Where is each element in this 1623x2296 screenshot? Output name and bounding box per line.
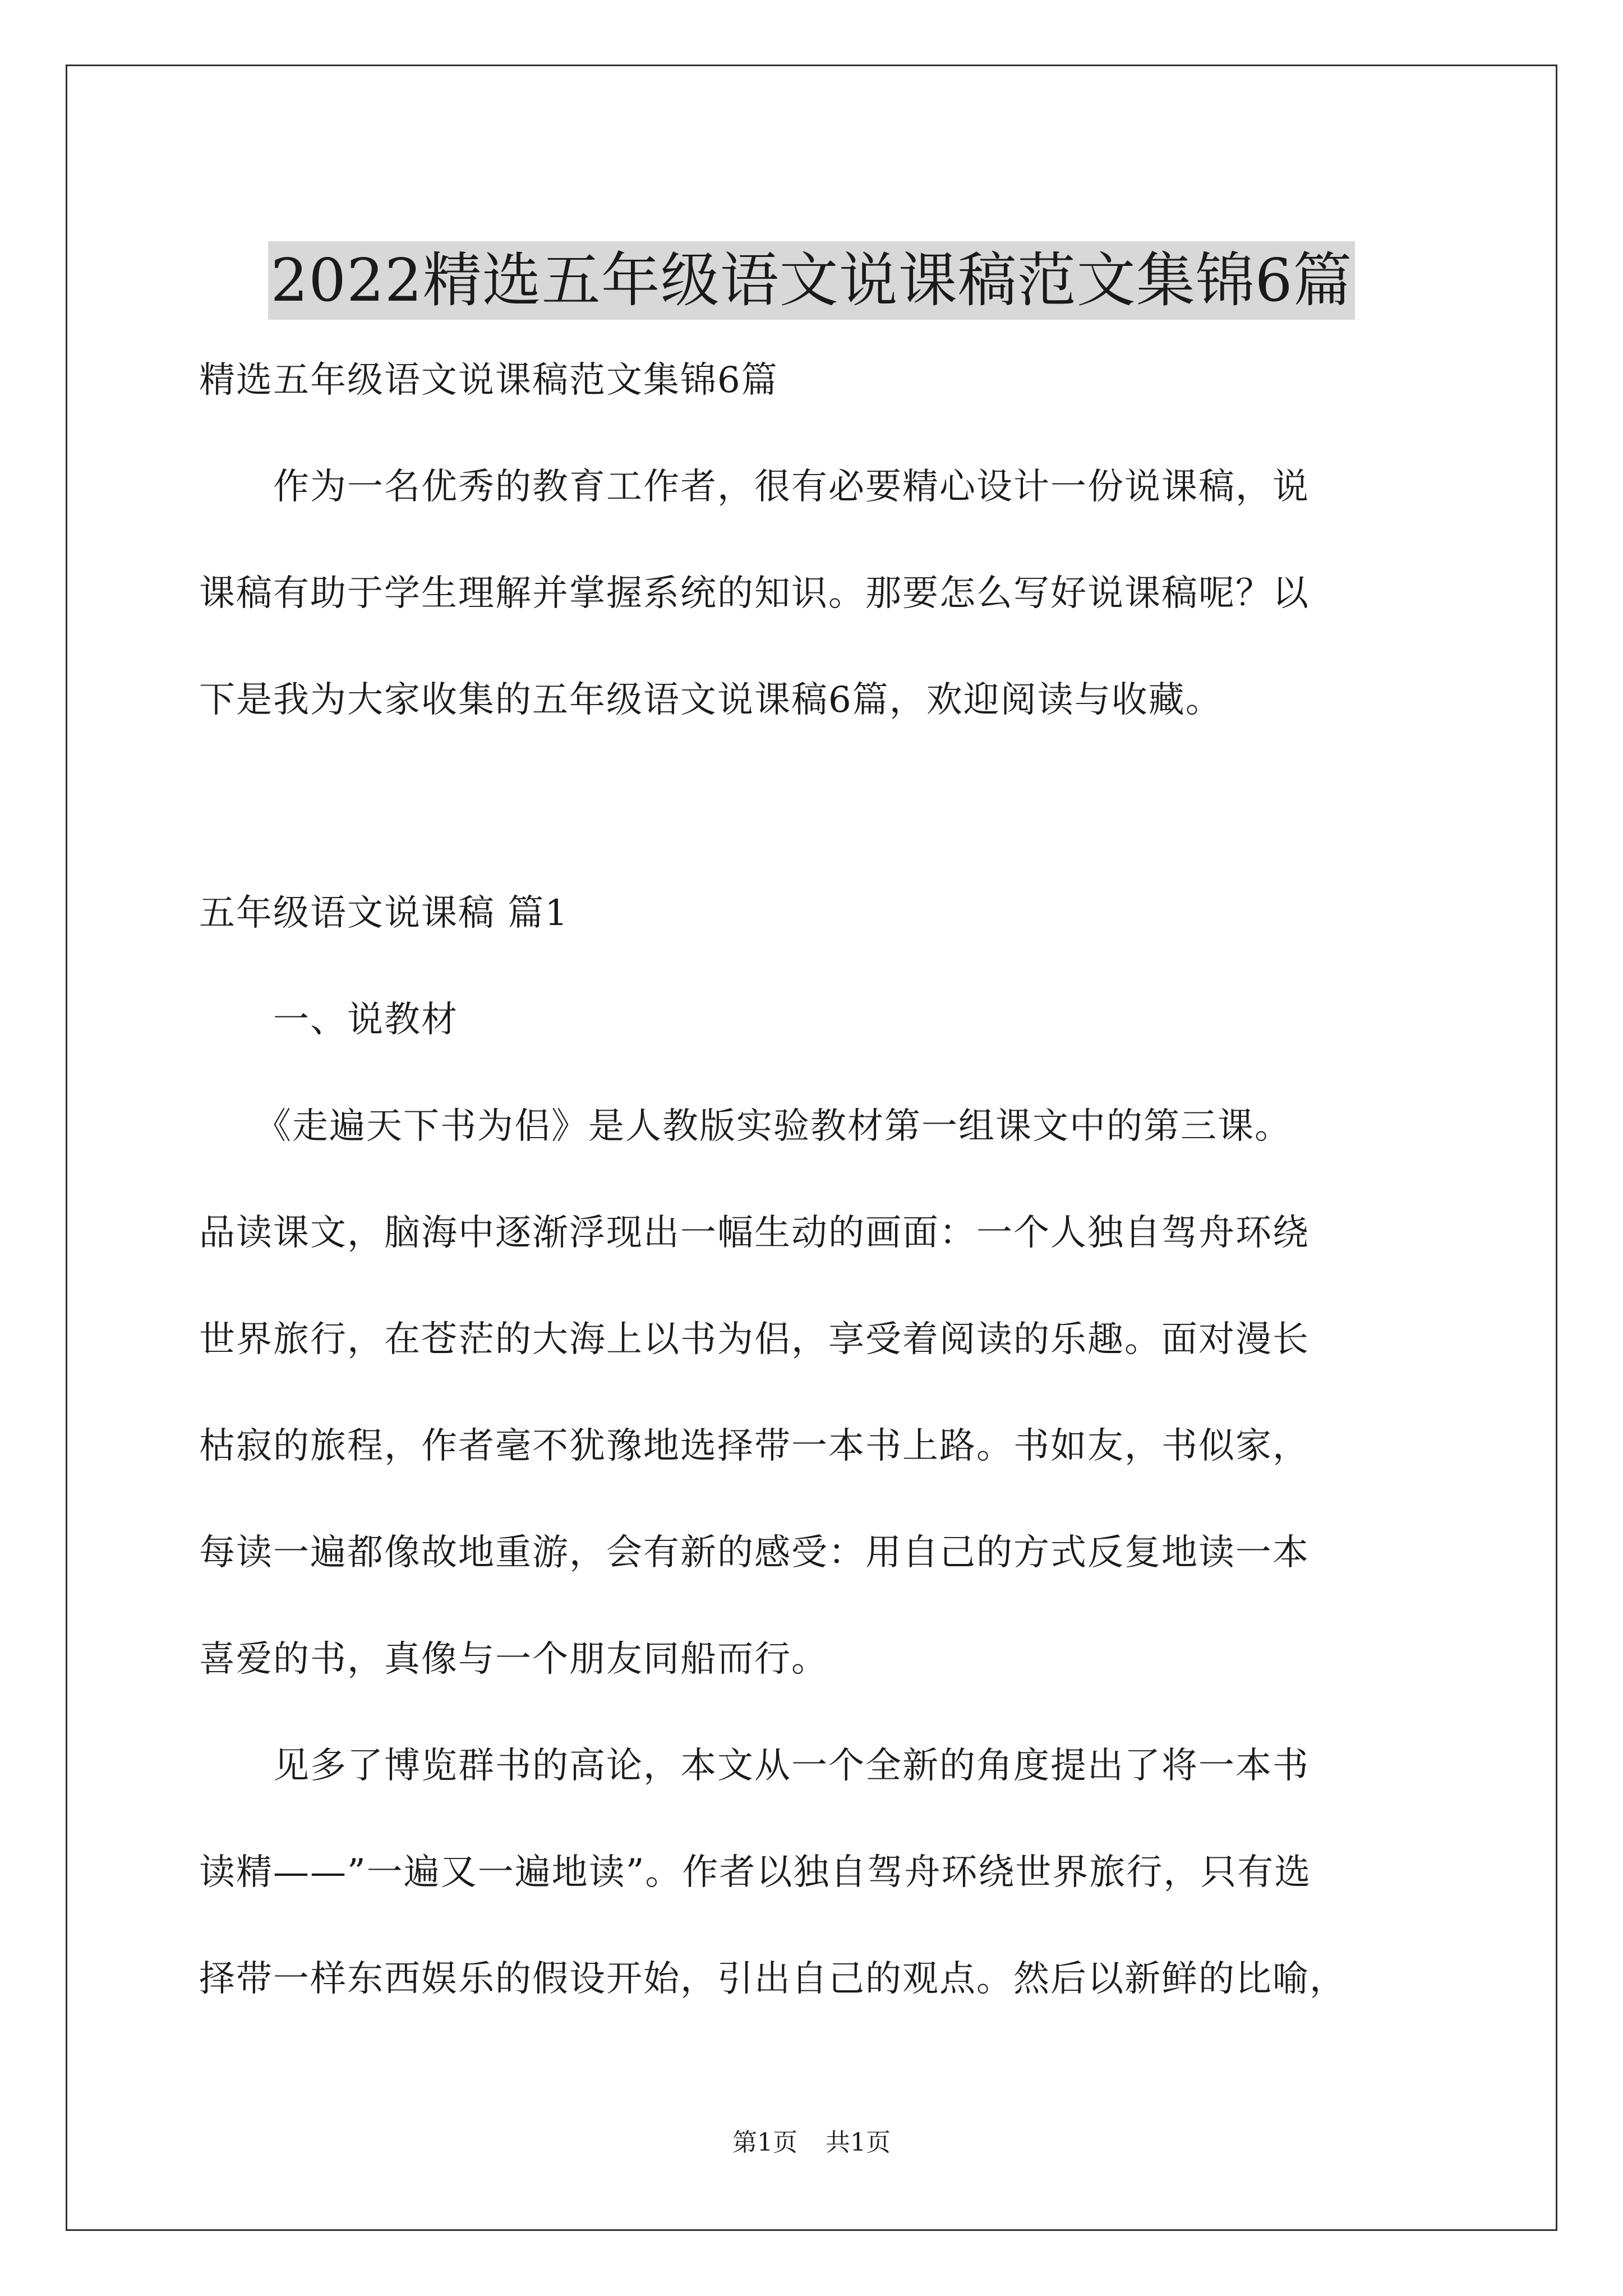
- page-footer: [0, 2127, 1623, 2159]
- paragraph1-line-3: 世界旅行，在苍茫的大海上以书为侣，享受着阅读的乐趣。面对漫长: [199, 1319, 1310, 1360]
- paragraph1-line-6: 喜爱的书，真像与一个朋友同船而行。: [199, 1639, 828, 1680]
- document-title: 2022精选五年级语文说课稿范文集锦6篇: [268, 241, 1354, 320]
- title-container: [0, 202, 1623, 360]
- intro-line-1: 作为一名优秀的教育工作者，很有必要精心设计一份说课稿，说: [199, 466, 1310, 508]
- paragraph2-line-1: 见多了博览群书的高论，本文从一个全新的角度提出了将一本书: [199, 1745, 1310, 1787]
- intro-line-2: 课稿有助于学生理解并掌握系统的知识。那要怎么写好说课稿呢？以: [199, 573, 1310, 614]
- paragraph1-line-4: 枯寂的旅程，作者毫不犹豫地选择带一本书上路。书如友，书似家，: [199, 1425, 1310, 1467]
- paragraph2-line-2: 读精——”一遍又一遍地读”。作者以独自驾舟环绕世界旅行，只有选: [199, 1852, 1312, 1893]
- paragraph1-line-5: 每读一遍都像故地重游，会有新的感受：用自己的方式反复地读一本: [199, 1532, 1310, 1573]
- subtitle-line: 精选五年级语文说课稿范文集锦6篇: [199, 360, 778, 401]
- intro-line-3: 下是我为大家收集的五年级语文说课稿6篇，欢迎阅读与收藏。: [199, 679, 1223, 721]
- paragraph1-line-2: 品读课文，脑海中逐渐浮现出一幅生动的画面：一个人独自驾舟环绕: [199, 1212, 1310, 1254]
- page-number-total: 共1页: [826, 2128, 891, 2157]
- paragraph1-line-1: 《走遍天下书为侣》是人教版实验教材第一组课文中的第三课。: [199, 1106, 1292, 1147]
- paragraph2-line-3: 择带一样东西娱乐的假设开始，引出自己的观点。然后以新鲜的比喻，: [199, 1958, 1347, 2000]
- section-heading: 五年级语文说课稿 篇1: [199, 892, 569, 934]
- page-number-current: 第1页: [732, 2128, 797, 2157]
- part-heading: 一、说教材: [199, 999, 458, 1041]
